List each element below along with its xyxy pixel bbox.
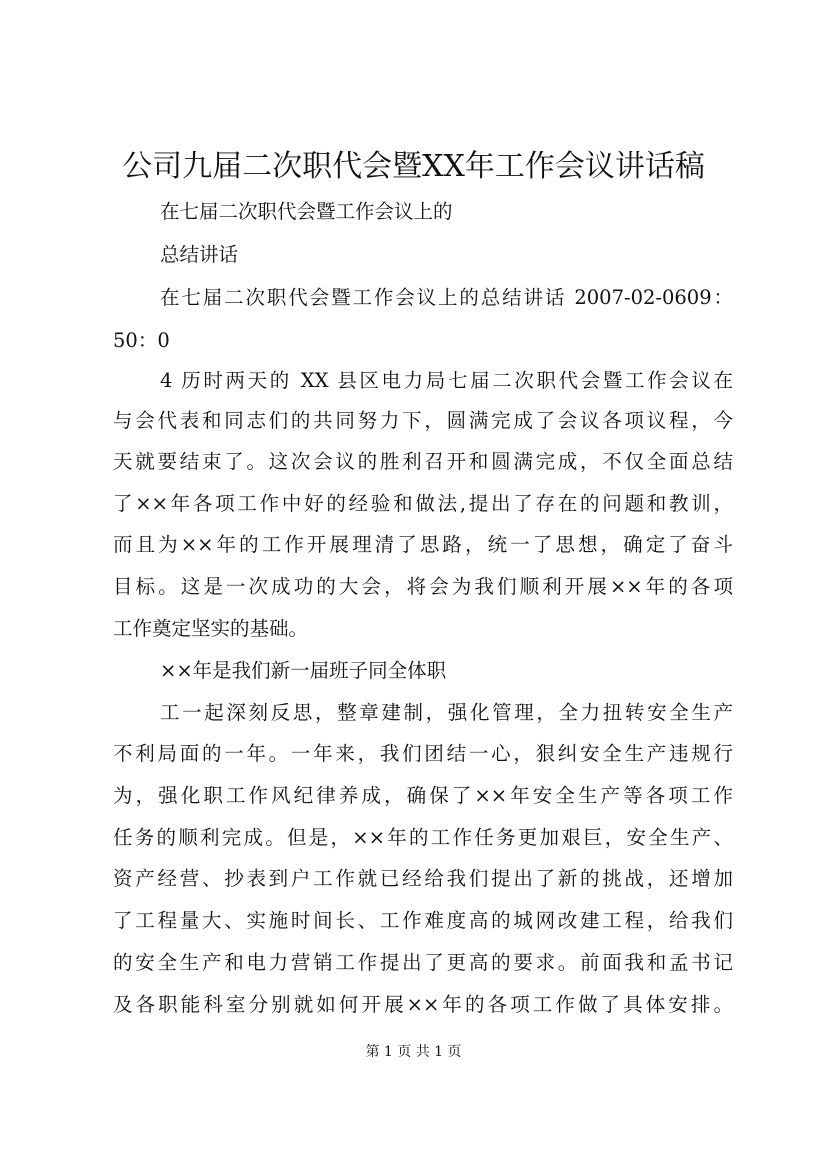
text-line: 不利局面的一年。一年来，我们团结一心，狠纠安全生产违规行 [113,742,733,765]
text-line: 及各职能科室分别就如何开展××年的各项工作做了具体安排。 [113,993,733,1016]
text-line: 总结讲话 [160,243,239,266]
text-line: 了××年各项工作中好的经验和做法,提出了存在的问题和教训， [113,492,733,515]
text-line: 任务的顺利完成。但是，××年的工作任务更加艰巨，安全生产、 [113,826,733,849]
text-line: 在七届二次职代会暨工作会议上的 [160,200,453,223]
text-line: 50：0 [113,329,170,352]
page-footer: 第 1 页 共 1 页 [365,1044,462,1060]
text-line: 工作奠定坚实的基础。 [113,617,309,640]
text-line: 为，强化职工作风纪律养成，确保了××年安全生产等各项工作 [113,784,733,807]
text-line: 工一起深刻反思，整章建制，强化管理，全力扭转安全生产 [160,701,733,724]
text-line: 而且为××年的工作开展理清了思路，统一了思想，确定了奋斗 [113,533,733,556]
text-line: 天就要结束了。这次会议的胜利召开和圆满完成，不仅全面总结 [113,450,733,473]
text-line: 与会代表和同志们的共同努力下，圆满完成了会议各项议程，今 [113,409,733,432]
text-line: 了工程量大、实施时间长、工作难度高的城网改建工程，给我们 [113,909,733,932]
document-title: 公司九届二次职代会暨XX年工作会议讲话稿 [122,149,705,184]
text-line: 资产经营、抄表到户工作就已经给我们提出了新的挑战，还增加 [113,867,733,890]
text-line: ××年是我们新一届班子同全体职 [160,659,447,682]
text-line: 目标。这是一次成功的大会，将会为我们顺利开展××年的各项 [113,575,733,598]
text-line: 的安全生产和电力营销工作提出了更高的要求。前面我和孟书记 [113,951,733,974]
text-line: 在七届二次职代会暨工作会议上的总结讲话 2007-02-0609： [160,286,733,309]
text-line: 4 历时两天的 XX 县区电力局七届二次职代会暨工作会议在 [160,369,733,392]
